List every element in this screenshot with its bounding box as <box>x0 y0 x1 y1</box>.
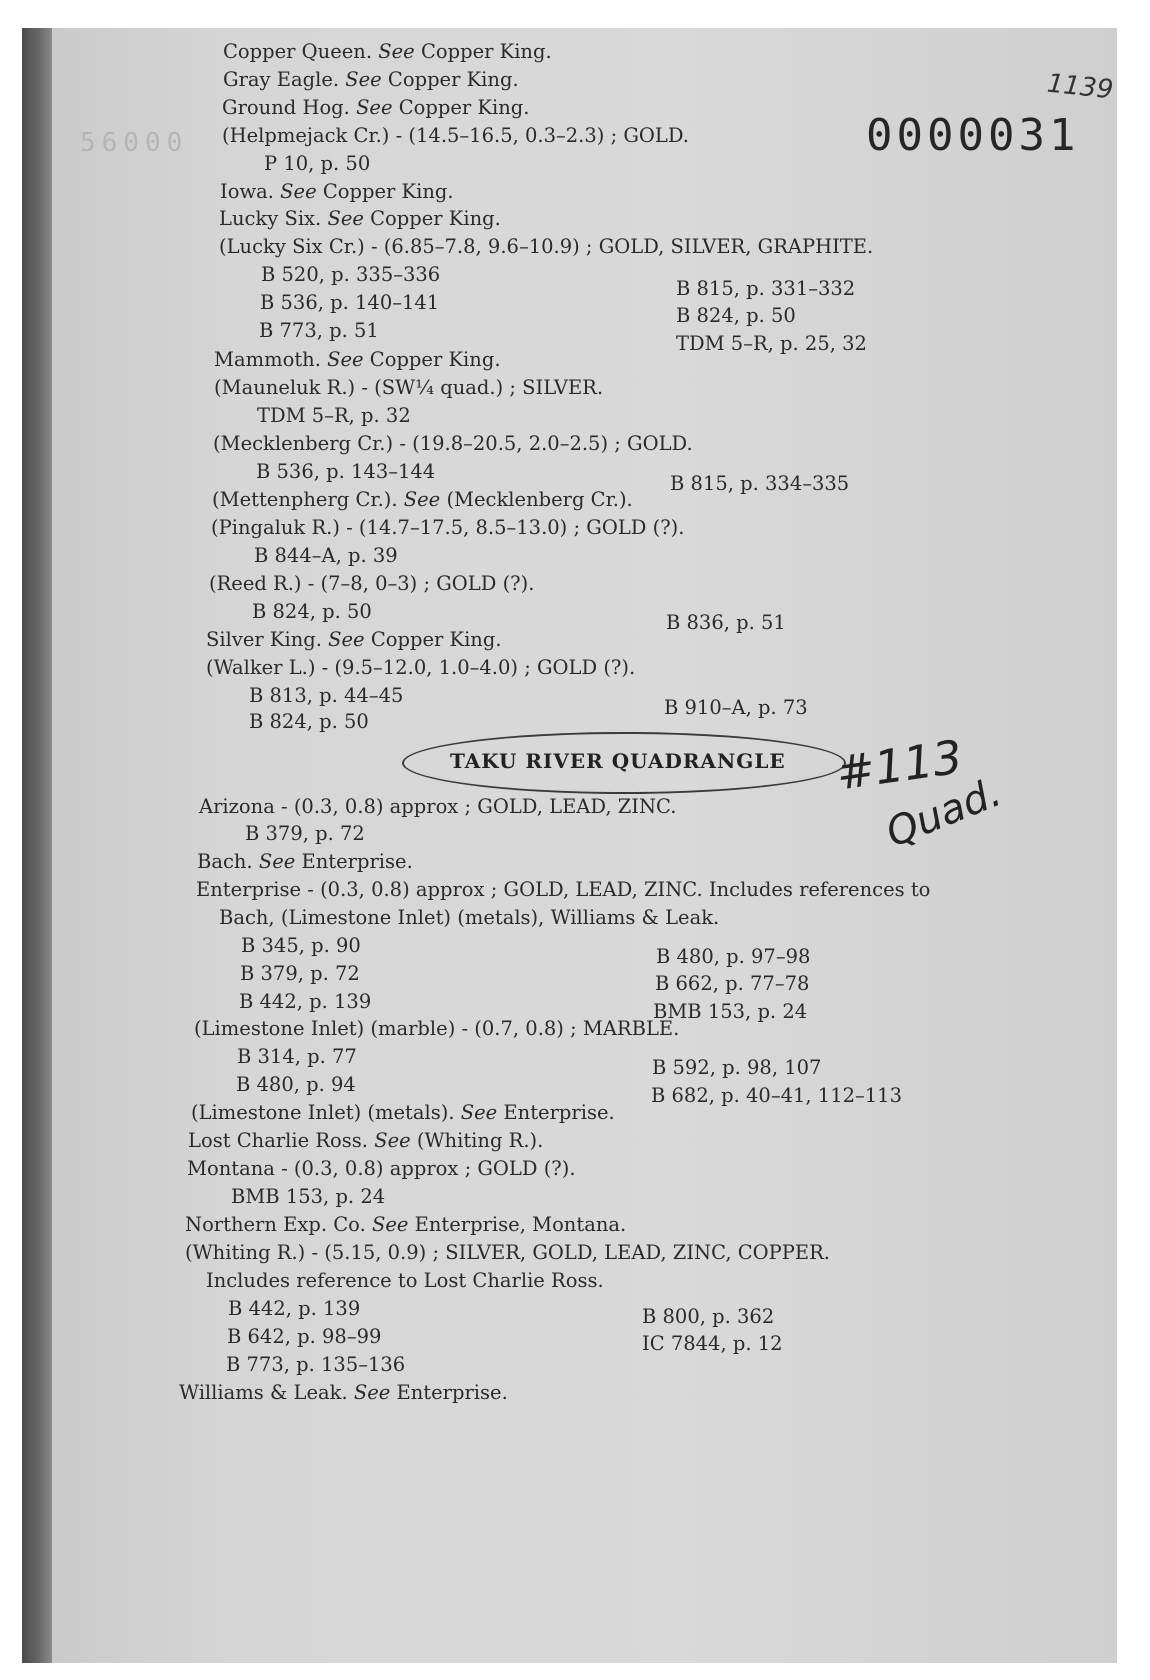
entry-text: Arizona - (0.3, 0.8) approx ; GOLD, LEAD, ZINC. <box>199 795 677 818</box>
entry-text: Montana - (0.3, 0.8) approx ; GOLD (?). <box>187 1157 576 1180</box>
entry-text: B 815, p. 334–335 <box>670 472 850 495</box>
entry-text: IC 7844, p. 12 <box>642 1332 783 1355</box>
index-line-l38 <box>656 945 810 969</box>
entry-text: Enterprise - (0.3, 0.8) approx ; GOLD, LEAD, ZINC. Includes references to <box>196 878 931 901</box>
entry-text: B 592, p. 98, 107 <box>652 1056 822 1079</box>
see-target: Copper King. <box>387 68 519 91</box>
entry-text: B 800, p. 362 <box>642 1305 775 1328</box>
entry-text: Ground Hog. <box>222 96 350 119</box>
index-line-l33 <box>245 822 365 846</box>
see-target: Enterprise. <box>503 1101 615 1124</box>
see-reference: See <box>280 180 317 203</box>
entry-text: TDM 5–R, p. 32 <box>257 404 411 427</box>
entry-text: B 815, p. 331–332 <box>676 277 856 300</box>
entry-text: B 824, p. 50 <box>676 304 796 327</box>
binding-spine <box>22 28 52 1663</box>
index-line-l3 <box>222 96 529 120</box>
see-reference: See <box>328 628 365 651</box>
entry-text: B 314, p. 77 <box>237 1045 357 1068</box>
entry-text: (Walker L.) - (9.5–12.0, 1.0–4.0) ; GOLD (?). <box>206 656 636 679</box>
index-line-l48 <box>191 1101 615 1125</box>
see-reference: See <box>327 207 364 230</box>
see-target: Copper King. <box>370 207 501 230</box>
entry-text: Gray Eagle. <box>223 68 340 91</box>
see-reference: See <box>371 1213 409 1236</box>
entry-text: Mammoth. <box>214 348 321 371</box>
index-line-l23 <box>254 544 398 568</box>
index-line-l15 <box>214 348 501 372</box>
index-line-l49 <box>188 1129 543 1153</box>
index-line-l54 <box>206 1269 604 1293</box>
entry-text: (Lucky Six Cr.) - (6.85–7.8, 9.6–10.9) ; GOLD, SILVER, GRAPHITE. <box>219 235 874 258</box>
entry-text: B 910–A, p. 73 <box>664 696 808 719</box>
entry-text: B 836, p. 51 <box>666 611 786 634</box>
handwritten-page-number: 1139 <box>1045 68 1115 106</box>
index-line-l22 <box>211 516 684 540</box>
index-line-l31 <box>249 710 369 734</box>
index-line-l34 <box>197 850 413 874</box>
entry-text: Bach. <box>197 850 253 873</box>
index-line-l4 <box>222 124 689 148</box>
index-line-l19 <box>256 460 435 484</box>
index-line-l21 <box>212 488 633 512</box>
entry-text: B 682, p. 40–41, 112–113 <box>651 1084 902 1107</box>
entry-text: B 345, p. 90 <box>241 934 361 957</box>
see-reference: See <box>374 1129 411 1152</box>
entry-text: (Mecklenberg Cr.) - (19.8–20.5, 2.0–2.5) ; GOLD. <box>213 432 693 455</box>
index-line-l45 <box>652 1056 821 1080</box>
index-line-l39 <box>240 962 360 986</box>
see-target: Copper King. <box>369 348 501 371</box>
entry-text: B 824, p. 50 <box>252 600 372 623</box>
see-reference: See <box>460 1101 498 1124</box>
entry-text: B 520, p. 335–336 <box>261 263 441 286</box>
index-line-l32 <box>199 795 676 819</box>
entry-text: (Reed R.) - (7–8, 0–3) ; GOLD (?). <box>209 572 535 595</box>
index-line-l58 <box>642 1332 783 1356</box>
see-reference: See <box>327 348 364 371</box>
index-line-l35 <box>196 878 930 902</box>
index-line-l7 <box>219 207 501 231</box>
entry-text: B 773, p. 135–136 <box>226 1353 406 1376</box>
entry-text: Bach, (Limestone Inlet) (metals), Williams & Leak. <box>219 906 720 929</box>
entry-text: Iowa. <box>220 180 274 203</box>
index-line-l17 <box>257 404 411 428</box>
entry-text: (Helpmejack Cr.) - (14.5–16.5, 0.3–2.3) ; GOLD. <box>222 124 689 147</box>
entry-text: B 662, p. 77–78 <box>655 972 810 995</box>
entry-text: B 379, p. 72 <box>240 962 360 985</box>
index-line-l46 <box>236 1073 356 1097</box>
see-target: Enterprise. <box>301 850 413 873</box>
entry-text: (Limestone Inlet) (marble) - (0.7, 0.8) ; MARBLE. <box>194 1017 680 1040</box>
index-line-l30 <box>664 696 808 720</box>
section-heading-text: TAKU RIVER QUADRANGLE <box>450 749 786 773</box>
index-line-l37 <box>241 934 361 958</box>
index-line-l16 <box>214 376 603 400</box>
index-line-l43 <box>194 1017 679 1041</box>
index-line-l40 <box>655 972 809 996</box>
entry-text: Copper Queen. <box>223 40 373 63</box>
index-line-l55 <box>228 1297 360 1321</box>
entry-text: P 10, p. 50 <box>264 152 371 175</box>
entry-text: (Pingaluk R.) - (14.7–17.5, 8.5–13.0) ; GOLD (?). <box>211 516 685 539</box>
index-line-l52 <box>185 1213 626 1237</box>
entry-text: B 536, p. 140–141 <box>260 291 440 314</box>
see-target: Copper King. <box>370 628 502 651</box>
index-line-l12 <box>676 304 796 328</box>
index-line-l27 <box>206 628 502 652</box>
entry-text: B 642, p. 98–99 <box>227 1325 382 1348</box>
entry-text: Lost Charlie Ross. <box>188 1129 369 1152</box>
see-reference: See <box>378 40 415 63</box>
index-line-l51 <box>231 1185 385 1209</box>
see-reference: See <box>403 488 441 511</box>
handwritten-quad-label: Quad. <box>879 769 1008 857</box>
index-line-l13 <box>259 319 379 343</box>
entry-text: (Limestone Inlet) (metals). <box>191 1101 455 1124</box>
entry-text: (Whiting R.) - (5.15, 0.9) ; SILVER, GOLD, LEAD, ZINC, COPPER. <box>185 1241 830 1264</box>
see-target: Copper King. <box>420 40 552 63</box>
entry-text: BMB 153, p. 24 <box>653 1000 808 1023</box>
see-target: (Whiting R.). <box>416 1129 544 1152</box>
index-line-l56 <box>642 1305 774 1329</box>
index-line-l1 <box>223 40 552 64</box>
see-reference: See <box>353 1381 391 1404</box>
see-target: (Mecklenberg Cr.). <box>446 488 633 511</box>
index-line-l53 <box>185 1241 830 1265</box>
entry-text: Williams & Leak. <box>179 1381 348 1404</box>
index-line-l50 <box>187 1157 576 1181</box>
entry-text: TDM 5–R, p. 25, 32 <box>676 332 867 355</box>
see-target: Enterprise, Montana. <box>414 1213 627 1236</box>
entry-text: B 824, p. 50 <box>249 710 369 733</box>
entry-text: Includes reference to Lost Charlie Ross. <box>206 1269 604 1292</box>
entry-text: B 813, p. 44–45 <box>249 684 404 707</box>
document-page <box>22 28 1117 1663</box>
entry-text: B 536, p. 143–144 <box>256 460 436 483</box>
entry-text: B 844–A, p. 39 <box>254 544 398 567</box>
index-line-l36 <box>219 906 719 930</box>
see-reference: See <box>258 850 296 873</box>
entry-text: Silver King. <box>206 628 322 651</box>
entry-text: Northern Exp. Co. <box>185 1213 366 1236</box>
index-line-l8 <box>219 235 873 259</box>
see-target: Copper King. <box>322 180 454 203</box>
entry-text: Lucky Six. <box>219 207 322 230</box>
index-line-l9 <box>261 263 440 287</box>
index-line-l14 <box>676 332 867 356</box>
index-line-l28 <box>206 656 635 680</box>
entry-text: B 442, p. 139 <box>228 1297 361 1320</box>
faded-stamp-mark: 56000 <box>80 128 189 158</box>
entry-text: (Mauneluk R.) - (SW¼ quad.) ; SILVER. <box>214 376 604 399</box>
see-target: Copper King. <box>398 96 530 119</box>
index-line-l5 <box>264 152 370 176</box>
index-line-l20 <box>670 472 849 496</box>
index-line-l18 <box>213 432 693 456</box>
entry-text: BMB 153, p. 24 <box>231 1185 386 1208</box>
index-line-l59 <box>226 1353 405 1377</box>
index-line-l2 <box>223 68 519 92</box>
index-line-l29 <box>249 684 403 708</box>
handwritten-quad-number: #113 <box>832 729 966 801</box>
index-line-l44 <box>237 1045 357 1069</box>
entry-text: B 480, p. 97–98 <box>656 945 811 968</box>
stamped-document-number: 0000031 <box>866 110 1080 161</box>
section-heading-taku-river <box>402 732 850 796</box>
entry-text: (Mettenpherg Cr.). <box>212 488 398 511</box>
index-line-l11 <box>260 291 439 315</box>
see-reference: See <box>356 96 393 119</box>
see-reference: See <box>345 68 382 91</box>
index-line-l25 <box>252 600 372 624</box>
index-line-l26 <box>666 611 786 635</box>
index-line-l6 <box>220 180 454 204</box>
entry-text: B 773, p. 51 <box>259 319 379 342</box>
index-line-l24 <box>209 572 534 596</box>
index-line-l57 <box>227 1325 381 1349</box>
index-line-l41 <box>239 990 371 1014</box>
see-target: Enterprise. <box>396 1381 508 1404</box>
index-line-l60 <box>179 1381 508 1405</box>
entry-text: B 480, p. 94 <box>236 1073 356 1096</box>
index-line-l10 <box>676 277 855 301</box>
index-line-l47 <box>651 1084 902 1108</box>
entry-text: B 442, p. 139 <box>239 990 372 1013</box>
entry-text: B 379, p. 72 <box>245 822 365 845</box>
